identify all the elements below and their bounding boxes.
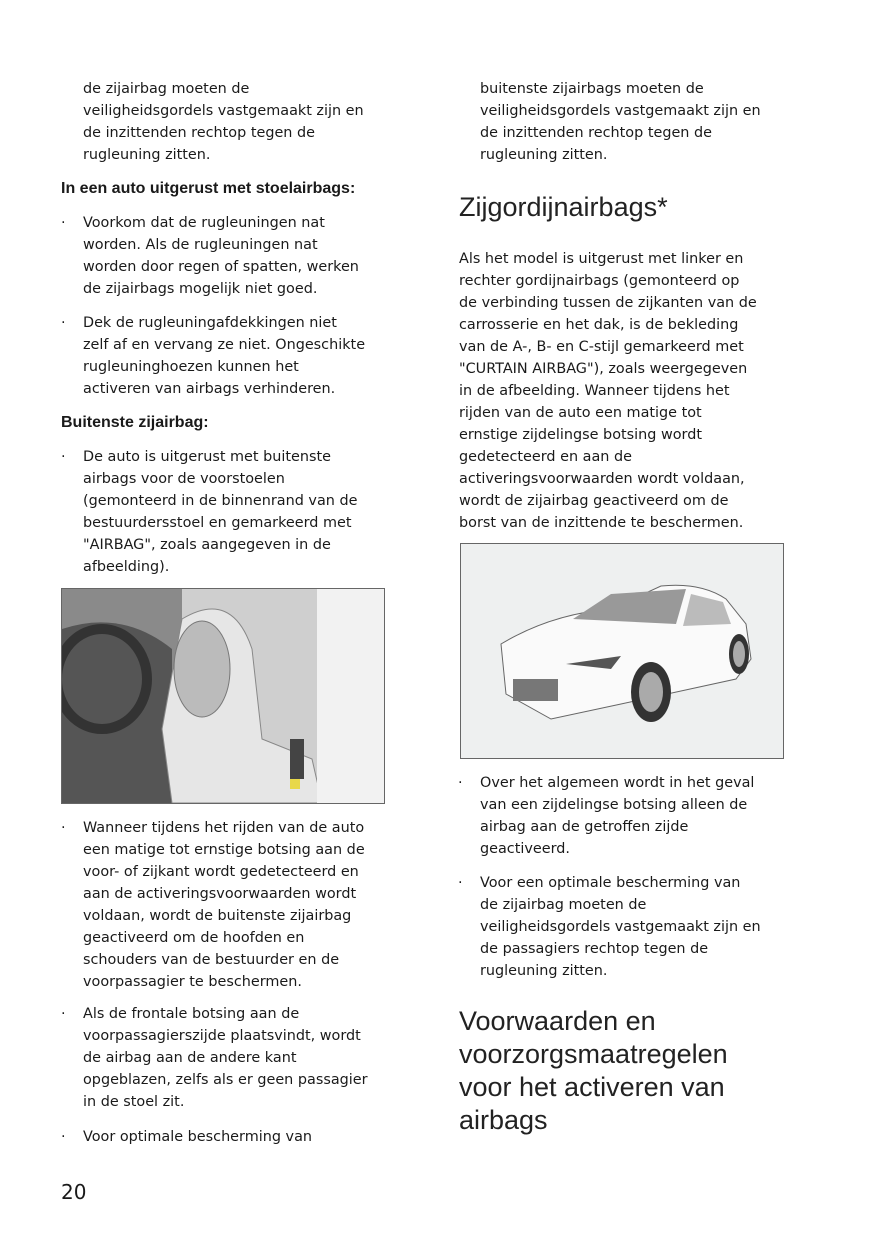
subheading-seat-airbags: In een auto uitgerust met stoelairbags: — [61, 180, 356, 197]
list-item: · Voorkom dat de rugleuningen nat worden. Als de rugleuningen nat worden door regen of spatten, werken de zijairbags mogelijk niet goed. — [83, 212, 359, 300]
heading-curtain-airbags: Zijgordijnairbags* — [459, 192, 668, 222]
page-number: 20 — [61, 1180, 87, 1204]
bullet-icon: · — [61, 820, 66, 836]
subheading-outer-side-airbag: Buitenste zijairbag: — [61, 414, 209, 431]
list-item: · De auto is uitgerust met buitenste airbags voor de voorstoelen (gemonteerd in de binnenrand van de bestuurdersstoel en gemarkeerd met "AIRBAG", zoals aangegeven in de afbeelding). — [83, 446, 357, 578]
bullet-icon: · — [61, 449, 66, 465]
list-item: · Voor optimale bescherming van — [83, 1126, 312, 1148]
bullet-icon: · — [458, 775, 463, 791]
paragraph-continuation-left: de zijairbag moeten de veiligheidsgordels vastgemaakt zijn en de inzittenden rechtop tegen de rugleuning zitten. — [83, 81, 364, 163]
bullet-icon: · — [61, 215, 66, 231]
list-item: · Over het algemeen wordt in het geval van een zijdelingse botsing alleen de airbag aan de getroffen zijde geactiveerd. — [480, 772, 754, 860]
paragraph-continuation-right: buitenste zijairbags moeten de veiligheidsgordels vastgemaakt zijn en de inzittenden rechtop tegen de rugleuning zitten. — [480, 81, 761, 163]
seat-airbag-illustration — [61, 588, 385, 804]
list-item: · Dek de rugleuningafdekkingen niet zelf af en vervang ze niet. Ongeschikte rugleuninghoezen kunnen het activeren van airbags verhinderen. — [83, 312, 365, 400]
heading-activation-conditions: Voorwaarden en voorzorgsmaatregelen voor het activeren van airbags — [459, 1006, 728, 1135]
bullet-icon: · — [458, 875, 463, 891]
paragraph-curtain-airbags: Als het model is uitgerust met linker en rechter gordijnairbags (gemonteerd op de verbinding tussen de zijkanten van de carrosserie en het dak, is de bekleding van de A-, B- en C-stijl gemarkeerd met "CURTAIN AIRBAG"), zoals weergegeven in de afbeelding. Wanneer tijdens het rijden van de auto een matige tot ernstige zijdelingse botsing wordt gedetecteerd en aan de activeringsvoorwaarden wordt voldaan, wordt de zijairbag geactiveerd om de borst van de inzittende te beschermen. — [459, 251, 757, 531]
list-item: · Voor een optimale bescherming van de zijairbag moeten de veiligheidsgordels vastgemaakt zijn en de passagiers rechtop tegen de rugleuning zitten. — [480, 872, 761, 982]
bullet-icon: · — [61, 1129, 66, 1145]
bullet-icon: · — [61, 1006, 66, 1022]
bullet-icon: · — [61, 315, 66, 331]
list-item: · Wanneer tijdens het rijden van de auto een matige tot ernstige botsing aan de voor- of zijkant wordt gedetecteerd en aan de activeringsvoorwaarden wordt voldaan, wordt de buitenste zijairbag geactiveerd om de hoofden en schouders van de bestuurder en de voorpassagier te beschermen. — [83, 817, 365, 993]
car-curtain-airbag-illustration — [460, 543, 784, 759]
list-item: · Als de frontale botsing aan de voorpassagierszijde plaatsvindt, wordt de airbag aan de andere kant opgeblazen, zelfs als er geen passagier in de stoel zit. — [83, 1003, 368, 1113]
